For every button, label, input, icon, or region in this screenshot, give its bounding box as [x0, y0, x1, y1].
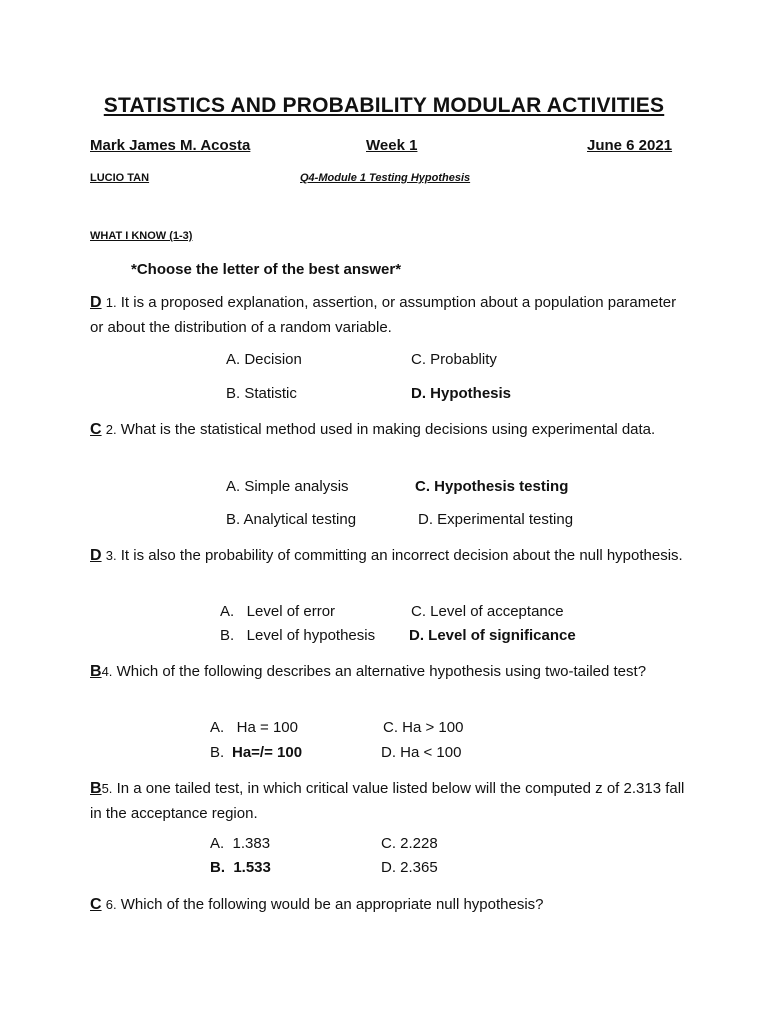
week-label: Week 1 — [366, 137, 418, 154]
date-label: June 6 2021 — [587, 137, 673, 154]
document-title: STATISTICS AND PROBABILITY MODULAR ACTIVITIES — [103, 94, 665, 117]
answer-letter: B — [90, 780, 102, 797]
option-b: B. Statistic — [226, 385, 297, 402]
question-text: Which of the following would be an appropriate null hypothesis? — [120, 896, 544, 913]
option-a: A. Ha = 100 — [210, 719, 298, 736]
option-a: A. 1.383 — [210, 835, 271, 852]
question-text: Which of the following describes an alternative hypothesis using two-tailed test? — [116, 663, 647, 680]
question-3 — [90, 543, 690, 568]
question-text: What is the statistical method used in making decisions using experimental data. — [120, 421, 656, 438]
option-c: C. Level of acceptance — [411, 603, 564, 620]
option-b-letter: B. — [210, 744, 225, 761]
answer-letter: D — [90, 547, 102, 564]
teacher-name: LUCIO TAN — [90, 172, 150, 184]
option-b-selected: Ha=/= 100 — [232, 744, 303, 761]
option-c-selected: C. Hypothesis testing — [415, 478, 569, 495]
question-text: It is a proposed explanation, assertion, or assumption about a population parameter or about the distribution of a random variable. — [90, 294, 677, 336]
question-number: 3. — [105, 548, 117, 563]
question-number: 6. — [105, 897, 117, 912]
option-d: D. Experimental testing — [418, 511, 574, 528]
answer-letter: B — [90, 663, 102, 680]
option-d: D. Ha < 100 — [381, 744, 462, 761]
question-number: 5. — [101, 781, 113, 796]
student-name: Mark James M. Acosta — [90, 137, 251, 154]
question-text: In a one tailed test, in which critical value listed below will the computed z of 2.313 fall in the acceptance region. — [90, 780, 685, 822]
answer-letter: D — [90, 294, 102, 311]
instruction-text: *Choose the letter of the best answer* — [131, 261, 402, 278]
option-b: B. Analytical testing — [226, 511, 357, 528]
question-5 — [90, 776, 690, 826]
option-c: C. Probablity — [411, 351, 497, 368]
option-a: A. Decision — [226, 351, 302, 368]
option-c: C. Ha > 100 — [383, 719, 464, 736]
module-label: Q4-Module 1 Testing Hypothesis — [300, 172, 471, 184]
question-text: It is also the probability of committing an incorrect decision about the null hypothesis. — [120, 547, 683, 564]
option-d-selected: D. Level of significance — [409, 627, 576, 644]
question-number: 1. — [105, 295, 117, 310]
answer-letter: C — [90, 896, 102, 913]
section-heading: WHAT I KNOW (1-3) — [90, 230, 193, 242]
question-number: 4. — [101, 664, 113, 679]
option-a: A. Simple analysis — [226, 478, 349, 495]
answer-letter: C — [90, 421, 102, 438]
question-4 — [90, 659, 690, 684]
option-d: D. 2.365 — [381, 859, 438, 876]
question-6 — [90, 892, 690, 917]
option-b: B. Level of hypothesis — [220, 627, 376, 644]
question-number: 2. — [105, 422, 117, 437]
option-d-selected: D. Hypothesis — [411, 385, 512, 402]
option-b-selected: B. 1.533 — [210, 859, 271, 876]
question-2 — [90, 417, 690, 442]
option-a: A. Level of error — [220, 603, 336, 620]
option-c: C. 2.228 — [381, 835, 438, 852]
question-1 — [90, 290, 690, 340]
